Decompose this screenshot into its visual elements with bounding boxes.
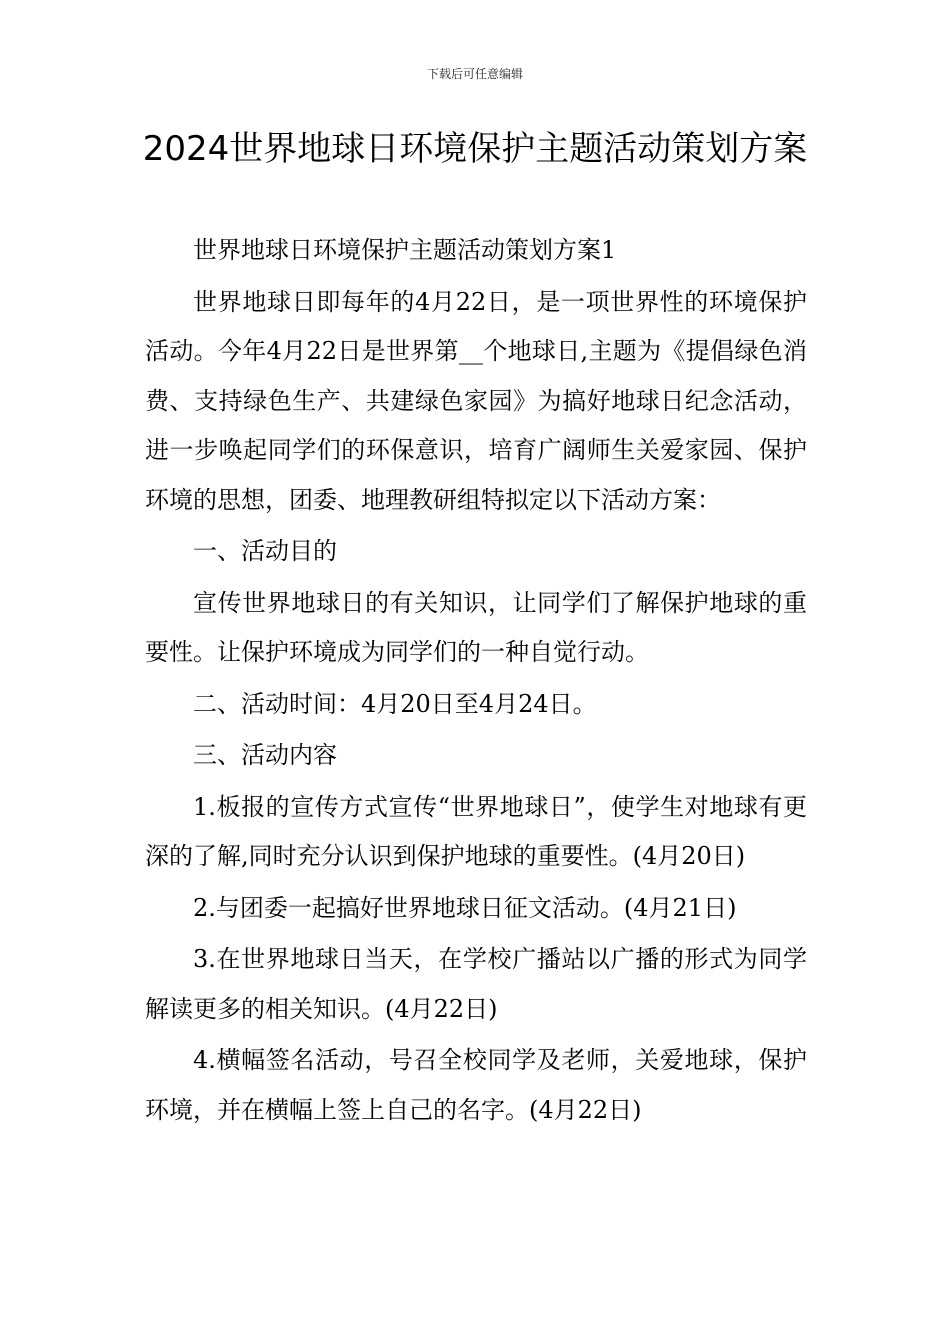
section-heading-content: 三、活动内容 [193,741,337,769]
list-item-3: 3.在世界地球日当天，在学校广播站以广播的形式为同学解读更多的相关知识。(4月22日) [145,945,807,1023]
document-title: 2024世界地球日环境保护主题活动策划方案 [142,129,808,169]
header-note: 下载后可任意编辑 [426,67,523,81]
list-item-2: 2.与团委一起搞好世界地球日征文活动。(4月21日) [193,893,737,922]
list-item-1: 1.板报的宣传方式宣传“世界地球日”，使学生对地球有更深的了解,同时充分认识到保护地球的重要性。(4月20日) [145,792,807,870]
document-body [145,226,807,1137]
section-heading-time: 二、活动时间：4月20日至4月24日。 [193,689,597,718]
paragraph-purpose: 宣传世界地球日的有关知识，让同学们了解保护地球的重要性。让保护环境成为同学们的一种自觉行动。 [145,588,807,666]
paragraph-intro: 世界地球日即每年的4月22日，是一项世界性的环境保护活动。今年4月22日是世界第__个地球日,主题为《提倡绿色消费、支持绿色生产、共建绿色家园》为搞好地球日纪念活动，进一步唤起同学们的环保意识，培育广阔师生关爱家园、保护环境的思想，团委、地理教研组特拟定以下活动方案： [145,287,807,514]
list-item-4: 4.横幅签名活动，号召全校同学及老师，关爱地球，保护环境，并在横幅上签上自己的名字。(4月22日) [145,1046,807,1124]
section-heading-purpose: 一、活动目的 [193,537,337,565]
paragraph-subtitle: 世界地球日环境保护主题活动策划方案1 [193,236,617,264]
